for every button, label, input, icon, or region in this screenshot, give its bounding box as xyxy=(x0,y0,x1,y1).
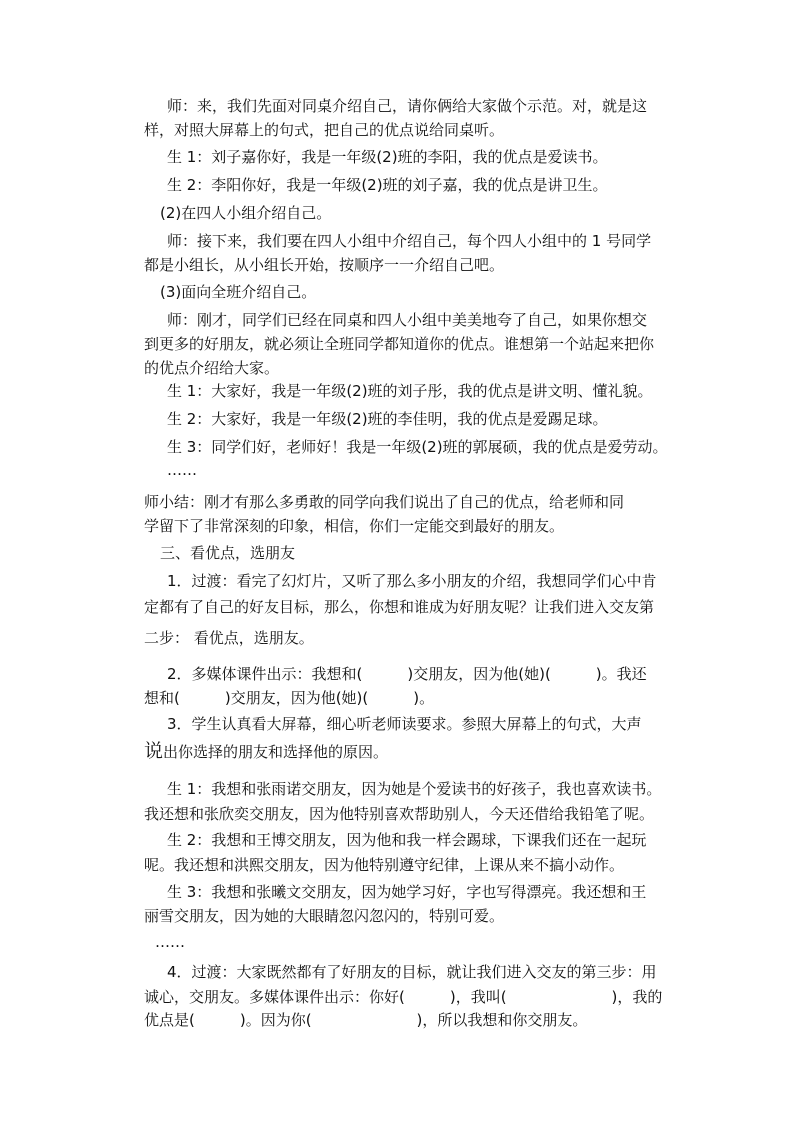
text-line: 我还想和张欣奕交朋友，因为他特别喜欢帮助别人，今天还借给我铅笔了呢。 xyxy=(144,805,655,823)
text-line: 样，对照大屏幕上的句式，把自己的优点说给同桌听。 xyxy=(144,121,505,139)
text-line: 生 2：李阳你好，我是一年级(2)班的刘子嘉，我的优点是讲卫生。 xyxy=(167,176,608,194)
text-line: 想和( )交朋友，因为他(她)( )。 xyxy=(144,689,435,707)
text-line: 师：刚才，同学们已经在同桌和四人小组中美美地夸了自己，如果你想交 xyxy=(167,311,648,329)
text-line: 4．过渡：大家既然都有了好朋友的目标，就让我们进入交友的第三步：用 xyxy=(167,963,657,981)
text-line: (3)面向全班介绍自己。 xyxy=(160,283,317,301)
text-line: 二步： 看优点，选朋友。 xyxy=(144,629,314,647)
text-line xyxy=(144,741,388,762)
text-line: 2．多媒体课件出示：我想和( )交朋友，因为他(她)( )。我还 xyxy=(167,665,647,683)
text-line: 师小结：刚才有那么多勇敢的同学向我们说出了自己的优点，给老师和同 xyxy=(144,493,625,511)
text-line: 诚心，交朋友。多媒体课件出示：你好( )，我叫( )，我的 xyxy=(144,988,663,1006)
text-line: 呢。我还想和洪熙交朋友，因为他特别遵守纪律，上课从来不搞小动作。 xyxy=(144,856,625,874)
text-line: 生 1：刘子嘉你好，我是一年级(2)班的李阳，我的优点是爱读书。 xyxy=(167,148,608,166)
text-line: 1．过渡：看完了幻灯片，又听了那么多小朋友的介绍，我想同学们心中肯 xyxy=(167,572,657,590)
text-line: 定都有了自己的好友目标，那么，你想和谁成为好朋友呢？让我们进入交友第 xyxy=(144,598,655,616)
section-heading: 三、看优点，选朋友 xyxy=(160,544,296,562)
text-line: 都是小组长，从小组长开始，按顺序一一介绍自己吧。 xyxy=(144,256,505,274)
text-line: 的优点介绍给大家。 xyxy=(144,359,280,377)
text-line: 师：接下来，我们要在四人小组中介绍自己，每个四人小组中的 1 号同学 xyxy=(167,232,652,250)
text-line: 师：来，我们先面对同桌介绍自己，请你俩给大家做个示范。对，就是这 xyxy=(167,97,648,115)
text-line: 生 2：我想和王博交朋友，因为他和我一样会踢球，下课我们还在一起玩 xyxy=(167,831,647,849)
ellipsis: …… xyxy=(167,461,197,479)
text-line-rest: 出你选择的朋友和选择他的原因。 xyxy=(163,743,389,761)
text-line: 生 1：大家好，我是一年级(2)班的刘子彤，我的优点是讲文明、懂礼貌。 xyxy=(167,382,653,400)
text-line: 3．学生认真看大屏幕，细心听老师读要求。参照大屏幕上的句式，大声 xyxy=(167,715,642,733)
text-line: 生 3：同学们好，老师好！我是一年级(2)班的郭展硕，我的优点是爱劳动。 xyxy=(167,438,668,456)
text-line: (2)在四人小组介绍自己。 xyxy=(160,204,332,222)
large-glyph: 说 xyxy=(144,740,164,762)
text-line: 优点是( )。因为你( )，所以我想和你交朋友。 xyxy=(144,1011,588,1029)
text-line: 学留下了非常深刻的印象，相信，你们一定能交到最好的朋友。 xyxy=(144,517,565,535)
text-line: 生 1：我想和张雨诺交朋友，因为她是个爱读书的好孩子，我也喜欢读书。 xyxy=(167,780,662,798)
text-line: 生 2：大家好，我是一年级(2)班的李佳明，我的优点是爱踢足球。 xyxy=(167,410,608,428)
text-line: 到更多的好朋友，就必须让全班同学都知道你的优点。谁想第一个站起来把你 xyxy=(144,335,655,353)
text-line: 生 3：我想和张曦文交朋友，因为她学习好，字也写得漂亮。我还想和王 xyxy=(167,883,647,901)
ellipsis: …… xyxy=(155,933,185,951)
text-line: 丽雪交朋友，因为她的大眼睛忽闪忽闪的，特别可爱。 xyxy=(144,907,505,925)
